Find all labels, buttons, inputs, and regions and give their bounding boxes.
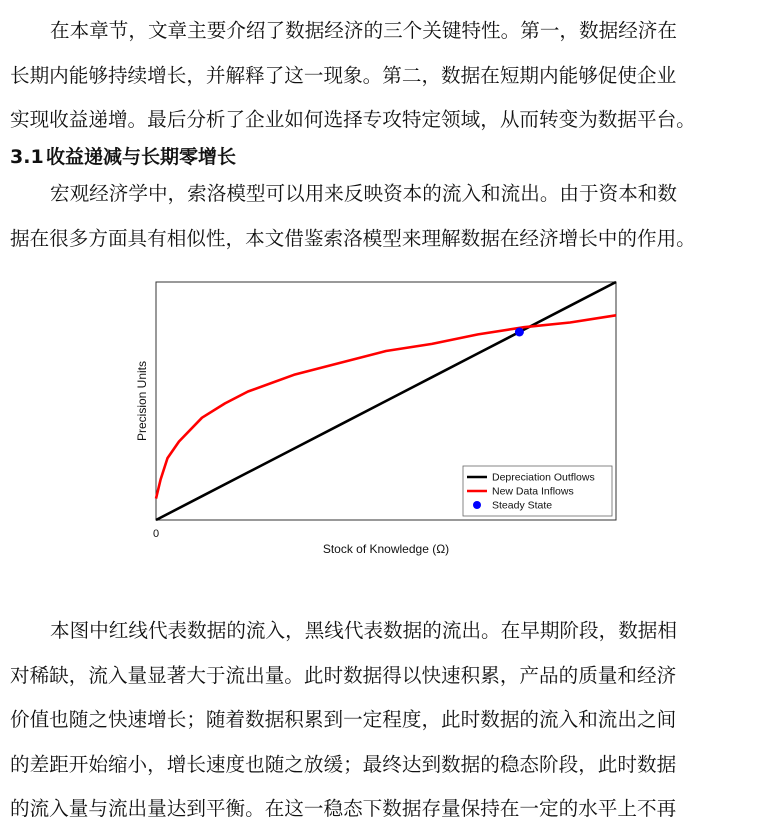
section-title: 收益递减与长期零增长	[46, 146, 237, 168]
paragraph-line: 对稀缺，流入量显著大于流出量。此时数据得以快速积累，产品的质量和经济	[10, 663, 677, 687]
x-axis-label: Stock of Knowledge (Ω)	[322, 542, 450, 556]
legend-marker-steady-state	[473, 501, 481, 509]
legend-label-steady-state: Steady State	[492, 499, 553, 512]
legend	[463, 466, 612, 516]
x-tick-label: 0	[152, 528, 160, 540]
marker-layer	[515, 328, 524, 337]
paragraph-line: 在本章节，文章主要介绍了数据经济的三个关键特性。第一，数据经济在	[50, 19, 677, 42]
y-axis-label: Precision Units	[135, 360, 149, 442]
paragraph-line: 价值也随之快速增长；随着数据积累到一定程度，此时数据的流入和流出之间	[10, 708, 677, 731]
solow-paragraph	[10, 172, 753, 261]
paragraph-line: 实现收益递增。最后分析了企业如何选择专攻特定领域，从而转变为数据平台。	[10, 108, 696, 131]
paragraph-line: 长期内能够持续增长，并解释了这一现象。第二，数据在短期内能够促使企业	[10, 63, 677, 87]
section-heading	[10, 139, 236, 175]
paragraph-line: 的流入量与流出量达到平衡。在这一稳态下数据存量保持在一定的水平上不再	[10, 797, 677, 820]
legend-label-inflows: New Data Inflows	[492, 485, 574, 498]
legend-label-depreciation: Depreciation Outflows	[492, 471, 595, 484]
paragraph-line: 宏观经济学中，索洛模型可以用来反映资本的流入和流出。由于资本和数	[50, 182, 677, 205]
section-number: 3.1	[10, 146, 44, 168]
paragraph-line: 本图中红线代表数据的流入，黑线代表数据的流出。在早期阶段，数据相	[50, 619, 677, 642]
explanation-paragraph	[10, 609, 753, 832]
solow-data-chart	[130, 272, 630, 572]
steady-state-point	[515, 328, 524, 337]
paragraph-line: 的差距开始缩小，增长速度也随之放缓；最终达到数据的稳态阶段，此时数据	[10, 752, 677, 776]
intro-paragraph	[10, 9, 753, 143]
paragraph-line: 据在很多方面具有相似性，本文借鉴索洛模型来理解数据在经济增长中的作用。	[10, 226, 696, 250]
